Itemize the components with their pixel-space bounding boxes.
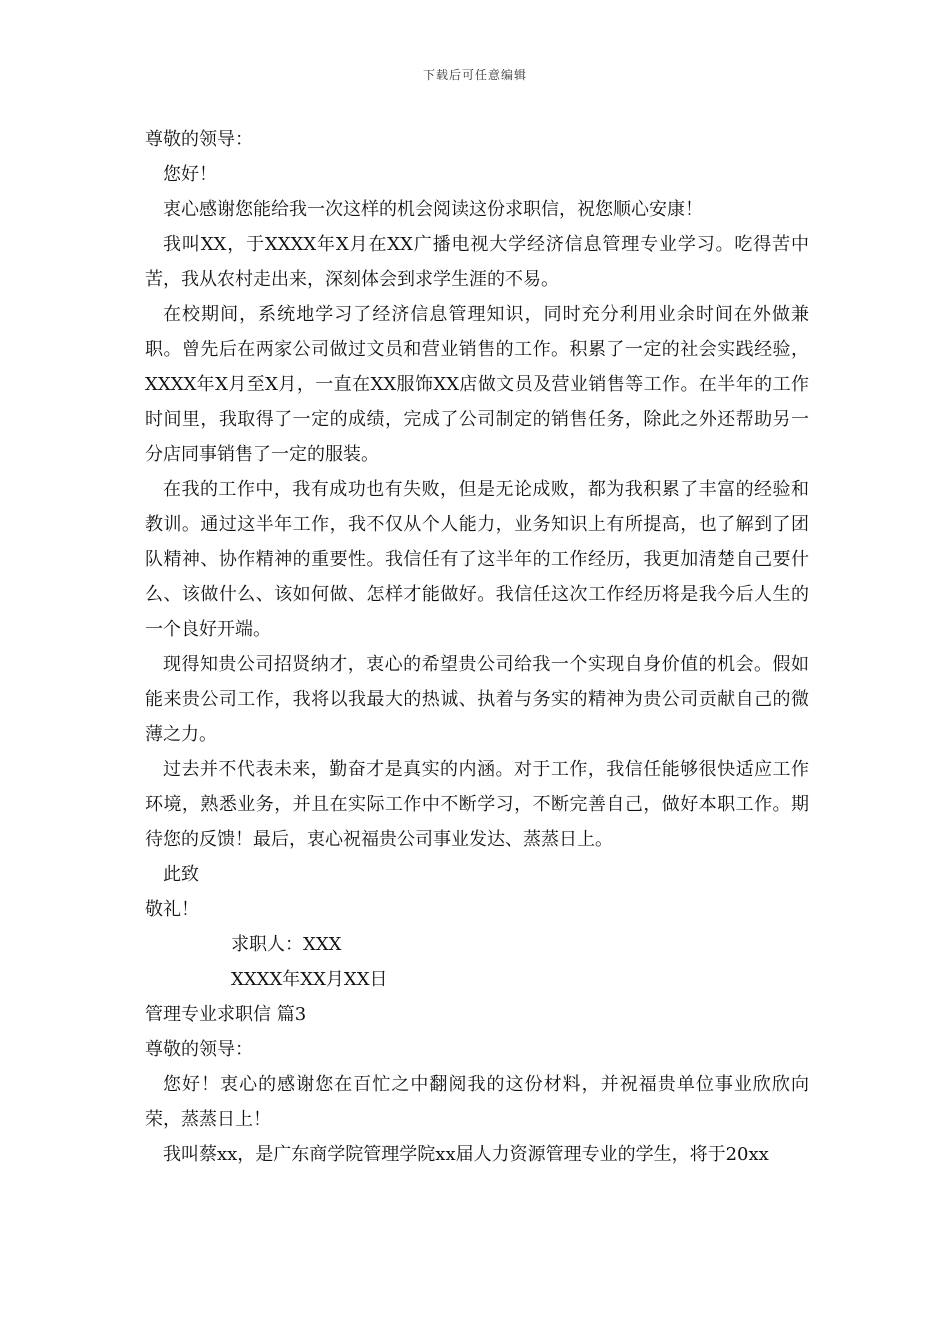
salutation-2: 尊敬的领导：: [145, 1039, 253, 1060]
closing-salute: 敬礼！: [145, 899, 199, 920]
paragraph-greeting-2: 您好！衷心的感谢您在百忙之中翻阅我的这份材料，并祝福贵单位事业欣欣向荣，蒸蒸日上！: [145, 1074, 809, 1130]
signer: 求职人：XXX: [231, 934, 342, 955]
paragraph-school: 在校期间，系统地学习了经济信息管理知识，同时充分利用业余时间在外做兼职。曾先后在两家公司做过文员和营业销售的工作。积累了一定的社会实践经验，XXXX年X月至X月，一直在XX服饰XX店做文员及营业销售等工作。在半年的工作时间里，我取得了一定的成绩，完成了公司制定的销售任务，除此之外还帮助另一分店同事销售了一定的服装。: [145, 304, 809, 465]
paragraph-application: 现得知贵公司招贤纳才，衷心的希望贵公司给我一个实现自身价值的机会。假如能来贵公司工作，我将以我最大的热诚、执着与务实的精神为贵公司贡献自己的微薄之力。: [145, 654, 809, 745]
greeting: 您好！: [163, 164, 217, 185]
letter-body: [145, 122, 809, 1172]
paragraph-thanks: 衷心感谢您能给我一次这样的机会阅读这份求职信，祝您顺心安康！: [163, 199, 703, 220]
section-title: 管理专业求职信 篇3: [145, 1004, 307, 1025]
paragraph-outlook: 过去并不代表未来，勤奋才是真实的内涵。对于工作，我信任能够很快适应工作环境，熟悉业务，并且在实际工作中不断学习，不断完善自己，做好本职工作。期待您的反馈！最后，衷心祝福贵公司事业发达、蒸蒸日上。: [145, 759, 809, 850]
closing-regards: 此致: [163, 864, 199, 885]
paragraph-intro-2: 我叫蔡xx，是广东商学院管理学院xx届人力资源管理专业的学生，将于20xx: [163, 1144, 769, 1165]
header-note: 下载后可任意编辑: [422, 68, 527, 82]
paragraph-experience: 在我的工作中，我有成功也有失败，但是无论成败，都为我积累了丰富的经验和教训。通过这半年工作，我不仅从个人能力，业务知识上有所提高，也了解到了团队精神、协作精神的重要性。我信任有了这半年的工作经历，我更加清楚自己要什么、该做什么、该如何做、怎样才能做好。我信任这次工作经历将是我今后人生的一个良好开端。: [145, 479, 809, 640]
paragraph-intro: 我叫XX，于XXXX年X月在XX广播电视大学经济信息管理专业学习。吃得苦中苦，我从农村走出来，深刻体会到求学生涯的不易。: [145, 234, 809, 290]
letter-date: XXXX年XX月XX日: [231, 969, 388, 990]
salutation: 尊敬的领导：: [145, 129, 253, 150]
